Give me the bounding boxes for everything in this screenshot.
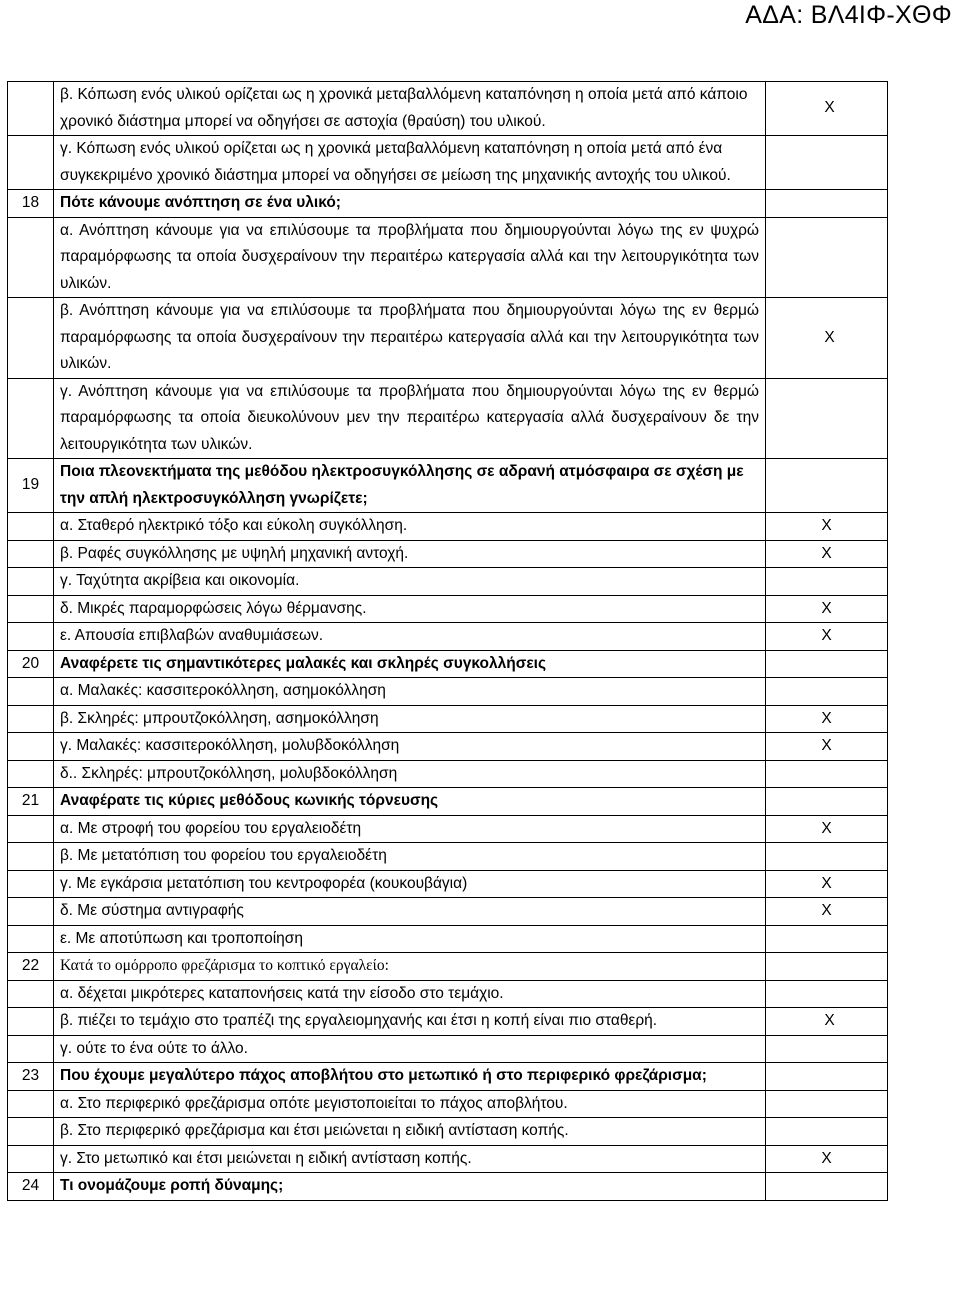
answer-mark	[766, 843, 888, 871]
table-row	[8, 1063, 888, 1091]
answer-mark: Χ	[766, 733, 888, 761]
answer-mark	[766, 1090, 888, 1118]
question-number	[8, 623, 54, 651]
table-row	[8, 898, 888, 926]
option-text: δ.. Σκληρές: μπρουτζοκόλληση, μολυβδοκόλληση	[54, 760, 766, 788]
option-text: γ. Ανόπτηση κάνουμε για να επιλύσουμε τα προβλήματα που δημιουργούνται λόγω της εν θερμώ παραμόρφωσης τα οποία διευκολύνουν μεν την περαιτέρω κατεργασία αλλά δυσχεραίνουν δε την λειτουργικότητα των υλικών.	[54, 378, 766, 459]
option-text: α. Στο περιφερικό φρεζάρισμα οπότε μεγιστοποιείται το πάχος αποβλήτου.	[54, 1090, 766, 1118]
question-number: 24	[8, 1173, 54, 1201]
question-number	[8, 82, 54, 136]
answer-mark: Χ	[766, 870, 888, 898]
table-row	[8, 136, 888, 190]
table-row	[8, 705, 888, 733]
question-number	[8, 1145, 54, 1173]
answer-mark	[766, 136, 888, 190]
option-text: β. Κόπωση ενός υλικού ορίζεται ως η χρονικά μεταβαλλόμενη καταπόνηση η οποία μετά από κάποιο χρονικό διάστημα μπορεί να οδηγήσει σε αστοχία (θραύση) του υλικού.	[54, 82, 766, 136]
answer-mark: Χ	[766, 898, 888, 926]
answer-mark: Χ	[766, 815, 888, 843]
answer-mark	[766, 1173, 888, 1201]
option-text: ε. Με αποτύπωση και τροποποίηση	[54, 925, 766, 953]
question-number	[8, 815, 54, 843]
table-row	[8, 1090, 888, 1118]
question-number	[8, 513, 54, 541]
answer-mark	[766, 568, 888, 596]
question-text: Αναφέρετε τις σημαντικότερες μαλακές και σκληρές συγκολλήσεις	[54, 650, 766, 678]
answer-mark: Χ	[766, 82, 888, 136]
answer-mark	[766, 953, 888, 981]
table-row	[8, 623, 888, 651]
option-text: α. δέχεται μικρότερες καταπονήσεις κατά την είσοδο στο τεμάχιο.	[54, 980, 766, 1008]
option-text: γ. Στο μετωπικό και έτσι μειώνεται η ειδική αντίσταση κοπής.	[54, 1145, 766, 1173]
question-number: 20	[8, 650, 54, 678]
table-row	[8, 190, 888, 218]
question-number	[8, 980, 54, 1008]
table-row	[8, 788, 888, 816]
table-row	[8, 815, 888, 843]
option-text: α. Σταθερό ηλεκτρικό τόξο και εύκολη συγκόλληση.	[54, 513, 766, 541]
option-text: δ. Μικρές παραμορφώσεις λόγω θέρμανσης.	[54, 595, 766, 623]
table-row	[8, 1145, 888, 1173]
question-text: Τι ονομάζουμε ροπή δύναμης;	[54, 1173, 766, 1201]
document-code: ΑΔΑ: ΒΛ4ΙΦ-ΧΘΦ	[745, 1, 952, 29]
table-row	[8, 217, 888, 298]
question-number	[8, 1118, 54, 1146]
question-number	[8, 1035, 54, 1063]
option-text: β. Με μετατόπιση του φορείου του εργαλειοδέτη	[54, 843, 766, 871]
question-number	[8, 898, 54, 926]
question-number: 21	[8, 788, 54, 816]
question-number	[8, 733, 54, 761]
question-number: 22	[8, 953, 54, 981]
question-text: Που έχουμε μεγαλύτερο πάχος αποβλήτου στο μετωπικό ή στο περιφερικό φρεζάρισμα;	[54, 1063, 766, 1091]
option-text: β. Σκληρές: μπρουτζοκόλληση, ασημοκόλληση	[54, 705, 766, 733]
answer-mark	[766, 788, 888, 816]
table-row	[8, 568, 888, 596]
table-row	[8, 980, 888, 1008]
option-text: α. Ανόπτηση κάνουμε για να επιλύσουμε τα προβλήματα που δημιουργούνται λόγω της εν ψυχρώ παραμόρφωσης τα οποία δυσχεραίνουν την περαιτέρω κατεργασία αλλά και την λειτουργικότητα των υλικών.	[54, 217, 766, 298]
answer-mark	[766, 760, 888, 788]
table-row	[8, 953, 888, 981]
question-text: Ποια πλεονεκτήματα της μεθόδου ηλεκτροσυγκόλλησης σε αδρανή ατμόσφαιρα σε σχέση με την απλή ηλεκτροσυγκόλληση γνωρίζετε;	[54, 459, 766, 513]
table-row	[8, 843, 888, 871]
table-row	[8, 1008, 888, 1036]
table-row	[8, 1118, 888, 1146]
table-row	[8, 513, 888, 541]
table-row	[8, 870, 888, 898]
question-number	[8, 1008, 54, 1036]
option-text: β. πιέζει το τεμάχιο στο τραπέζι της εργαλειομηχανής και έτσι η κοπή είναι πιο σταθερή.	[54, 1008, 766, 1036]
answer-mark: Χ	[766, 540, 888, 568]
option-text: γ. ούτε το ένα ούτε το άλλο.	[54, 1035, 766, 1063]
question-number	[8, 705, 54, 733]
option-text: β. Ανόπτηση κάνουμε για να επιλύσουμε τα προβλήματα που δημιουργούνται λόγω της εν θερμώ παραμόρφωσης τα οποία δυσχεραίνουν την περαιτέρω κατεργασία αλλά και την λειτουργικότητα των υλικών.	[54, 298, 766, 379]
question-number	[8, 298, 54, 379]
table-row	[8, 1173, 888, 1201]
option-text: γ. Κόπωση ενός υλικού ορίζεται ως η χρονικά μεταβαλλόμενη καταπόνηση η οποία μετά από ένα συγκεκριμένο χρονικό διάστημα μπορεί να οδηγήσει σε μείωση της μηχανικής αντοχής του υλικού.	[54, 136, 766, 190]
answer-mark	[766, 1118, 888, 1146]
option-text: γ. Μαλακές: κασσιτεροκόλληση, μολυβδοκόλληση	[54, 733, 766, 761]
table-row	[8, 459, 888, 513]
question-number: 19	[8, 459, 54, 513]
question-number: 18	[8, 190, 54, 218]
table-row	[8, 82, 888, 136]
question-number	[8, 678, 54, 706]
question-number	[8, 760, 54, 788]
table-row	[8, 378, 888, 459]
question-number	[8, 136, 54, 190]
answer-mark: Χ	[766, 1145, 888, 1173]
option-text: γ. Ταχύτητα ακρίβεια και οικονομία.	[54, 568, 766, 596]
option-text: δ. Με σύστημα αντιγραφής	[54, 898, 766, 926]
table-row	[8, 540, 888, 568]
table-row	[8, 760, 888, 788]
option-text: ε. Απουσία επιβλαβών αναθυμιάσεων.	[54, 623, 766, 651]
table-row	[8, 925, 888, 953]
table-row	[8, 650, 888, 678]
question-number	[8, 595, 54, 623]
answer-mark: Χ	[766, 298, 888, 379]
table-row	[8, 298, 888, 379]
answer-mark	[766, 378, 888, 459]
answer-mark: Χ	[766, 1008, 888, 1036]
question-number	[8, 925, 54, 953]
option-text: β. Στο περιφερικό φρεζάρισμα και έτσι μειώνεται η ειδική αντίσταση κοπής.	[54, 1118, 766, 1146]
option-text: α. Μαλακές: κασσιτεροκόλληση, ασημοκόλληση	[54, 678, 766, 706]
answer-mark	[766, 190, 888, 218]
option-text: γ. Με εγκάρσια μετατόπιση του κεντροφορέα (κουκουβάγια)	[54, 870, 766, 898]
answer-mark: Χ	[766, 513, 888, 541]
answer-mark	[766, 980, 888, 1008]
answer-mark	[766, 925, 888, 953]
table-row	[8, 1035, 888, 1063]
questions-table	[7, 81, 888, 1201]
answer-mark: Χ	[766, 623, 888, 651]
question-text: Κατά το ομόρροπο φρεζάρισμα το κοπτικό εργαλείο:	[54, 953, 766, 981]
question-number	[8, 217, 54, 298]
answer-mark	[766, 217, 888, 298]
answer-mark	[766, 1035, 888, 1063]
question-text: Αναφέρατε τις κύριες μεθόδους κωνικής τόρνευσης	[54, 788, 766, 816]
answer-mark	[766, 650, 888, 678]
question-number	[8, 843, 54, 871]
answer-mark	[766, 678, 888, 706]
answer-mark: Χ	[766, 595, 888, 623]
question-text: Πότε κάνουμε ανόπτηση σε ένα υλικό;	[54, 190, 766, 218]
table-row	[8, 678, 888, 706]
question-number	[8, 540, 54, 568]
answer-mark: Χ	[766, 705, 888, 733]
option-text: α. Με στροφή του φορείου του εργαλειοδέτη	[54, 815, 766, 843]
question-number	[8, 568, 54, 596]
question-number	[8, 870, 54, 898]
table-row	[8, 595, 888, 623]
option-text: β. Ραφές συγκόλλησης με υψηλή μηχανική αντοχή.	[54, 540, 766, 568]
question-number: 23	[8, 1063, 54, 1091]
question-number	[8, 378, 54, 459]
question-number	[8, 1090, 54, 1118]
table-row	[8, 733, 888, 761]
answer-mark	[766, 459, 888, 513]
answer-mark	[766, 1063, 888, 1091]
